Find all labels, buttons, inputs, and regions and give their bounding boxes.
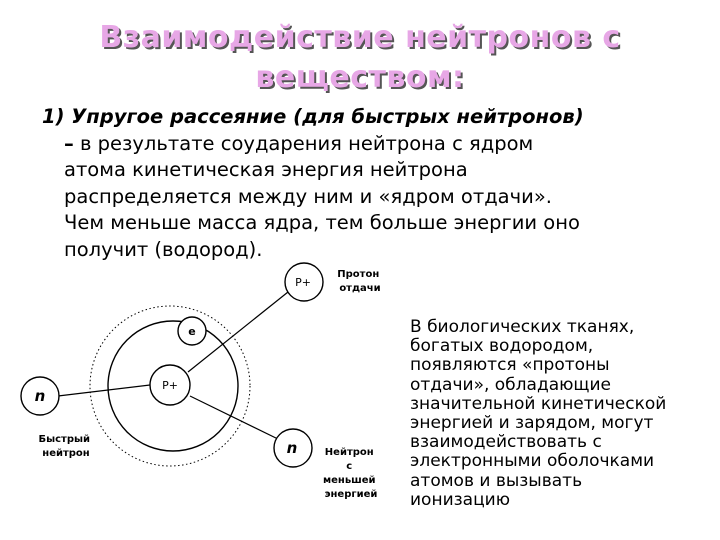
nucleus-symbol: P+ bbox=[162, 379, 178, 392]
side-line-2: богатых водородом, bbox=[410, 336, 594, 357]
point-line-2: атома кинетическая энергия нейтрона bbox=[64, 158, 468, 181]
incoming-label: Быстрый нейтрон bbox=[38, 434, 91, 459]
point-line-3: распределяется между ним и «ядром отдачи». bbox=[64, 184, 552, 208]
title-line-2: веществом: bbox=[255, 60, 465, 95]
side-explanation bbox=[410, 318, 720, 510]
incoming-neutron-symbol: n bbox=[34, 387, 46, 405]
point-line-5: получит (водород). bbox=[64, 237, 263, 261]
side-line-1: В биологических тканях, bbox=[410, 317, 635, 337]
recoil-label: Протон отдачи bbox=[337, 269, 381, 294]
side-line-5: значительной кинетической bbox=[410, 393, 667, 414]
scattered-neutron-symbol: n bbox=[286, 439, 298, 457]
point-heading: 1) Упругое рассеяние (для быстрых нейтронов) bbox=[42, 105, 584, 128]
point-line-1: – в результате соударения нейтрона с ядром bbox=[64, 131, 534, 155]
side-line-9: атомов и вызывать bbox=[410, 470, 583, 491]
point-line-4: Чем меньше масса ядра, тем больше энергии оно bbox=[64, 211, 580, 234]
side-line-3: появляются «протоны bbox=[410, 355, 610, 376]
scattered-path bbox=[190, 396, 280, 440]
incoming-path bbox=[58, 385, 150, 396]
side-line-10: ионизацию bbox=[410, 489, 510, 510]
side-line-6: энергией и зарядом, могут bbox=[410, 413, 654, 434]
title-line-1: Взаимодействие нейтронов с bbox=[99, 20, 621, 55]
side-line-8: электронными оболочками bbox=[410, 451, 655, 472]
scattered-label: Нейтрон с меньшей энергией bbox=[322, 447, 378, 500]
point-dash: – bbox=[64, 131, 74, 155]
side-line-7: взаимодействовать с bbox=[410, 432, 602, 453]
recoil-proton-symbol: P+ bbox=[295, 276, 311, 289]
side-line-4: отдачи», обладающие bbox=[410, 374, 611, 395]
electron-symbol: e bbox=[188, 325, 196, 338]
